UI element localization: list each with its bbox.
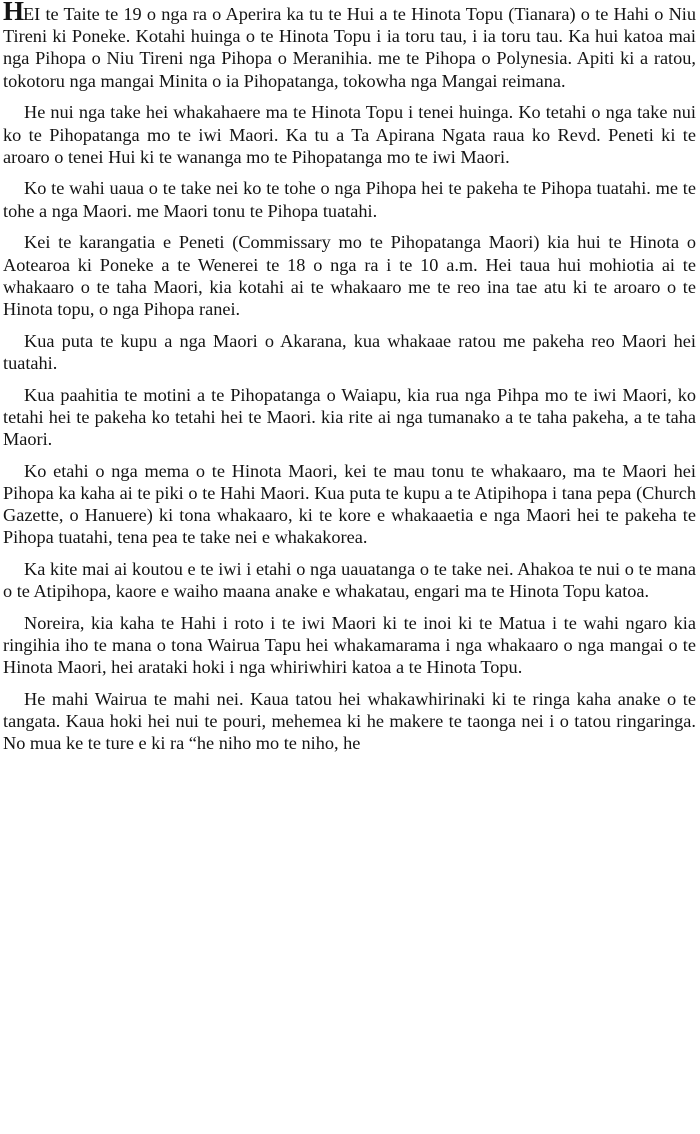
- drop-cap: H: [3, 0, 24, 26]
- article-paragraph-9: Noreira, kia kaha te Hahi i roto i te iwi Maori ki te inoi ki te Matua i te wahi ngaro kia ringihia iho te mana o tona Wairua Tapu hei whakamarama i nga whakaaro o nga mangai o te Hinota Maori, hei arataki hoki i nga whiriwhiri katoa a te Hinota Topu.: [3, 612, 696, 678]
- article-paragraph-8: Ka kite mai ai koutou e te iwi i etahi o nga uauatanga o te take nei. Ahakoa te nui o te mana o te Atipihopa, kaore e waiho maana anake e whakatau, engari ma te Hinota Topu katoa.: [3, 558, 696, 602]
- article-paragraph-7: Ko etahi o nga mema o te Hinota Maori, kei te mau tonu te whakaaro, ma te Maori hei Pihopa ka kaha ai te piki o te Hahi Maori. Kua puta te kupu a te Atipihopa i tana pepa (Church Gazette, o Hanuere) ki tona whakaaro, ki te kore e whakaaetia e nga Maori hei te pakeha te Pihopa tuatahi, tena pea te take nei e whakakorea.: [3, 460, 696, 548]
- article-paragraph-4: Kei te karangatia e Peneti (Commissary mo te Pihopatanga Maori) kia hui te Hinota o Aotearoa ki Poneke a te Wenerei te 18 o nga ra i te 10 a.m. Hei taua hui mohiotia ai te whakaaro o te taha Maori, kia kotahi ai te whakaaro me te reo ina tae atu ki te aroaro o te Hinota topu, o nga Pihopa ranei.: [3, 232, 696, 319]
- paragraph-text: EI te Taite te 19 o nga ra o Aperira ka tu te Hui a te Hinota Topu (Tianara) o te Hahi o Niu Tireni ki Poneke. Kotahi huinga o te Hinota Topu i ia toru tau, i ia toru tau. Ka hui katoa mai nga Pihopa o Niu Tireni nga Pihopa o Meranihia. me te Pihopa o Polynesia. Apiti ki a ratou, tokotoru nga mangai Minita o ia Pihopatanga, tokowha nga Mangai reimana.: [3, 4, 696, 91]
- article-paragraph-2: He nui nga take hei whakahaere ma te Hinota Topu i tenei huinga. Ko tetahi o nga take nui ko te Pihopatanga mo te iwi Maori. Ka tu a Ta Apirana Ngata raua ko Revd. Peneti ki te aroaro o tenei Hui ki te wananga mo te Pihopatanga mo te iwi Maori.: [3, 102, 696, 167]
- article-paragraph-6: Kua paahitia te motini a te Pihopatanga o Waiapu, kia rua nga Pihpa mo te iwi Maori, ko tetahi hei te pakeha ko tetahi hei te Maori. kia rite ai nga tumanako a te taha pakeha, a te taha Maori.: [3, 384, 696, 449]
- article-paragraph-1: [3, 2, 696, 92]
- article-paragraph-5: Kua puta te kupu a nga Maori o Akarana, kua whakaae ratou me pakeha reo Maori hei tuatahi.: [3, 330, 696, 373]
- article-paragraph-3: Ko te wahi uaua o te take nei ko te tohe o nga Pihopa hei te pakeha te Pihopa tuatahi. me te tohe a nga Maori. me Maori tonu te Pihopa tuatahi.: [3, 178, 696, 221]
- article-paragraph-10: He mahi Wairua te mahi nei. Kaua tatou hei whakawhirinaki ki te ringa kaha anake o te tangata. Kaua hoki hei nui te pouri, mehemea ki he makere te taonga nei i o tatou ringaringa. No mua ke te ture e ki ra “he niho mo te niho, he: [3, 688, 696, 754]
